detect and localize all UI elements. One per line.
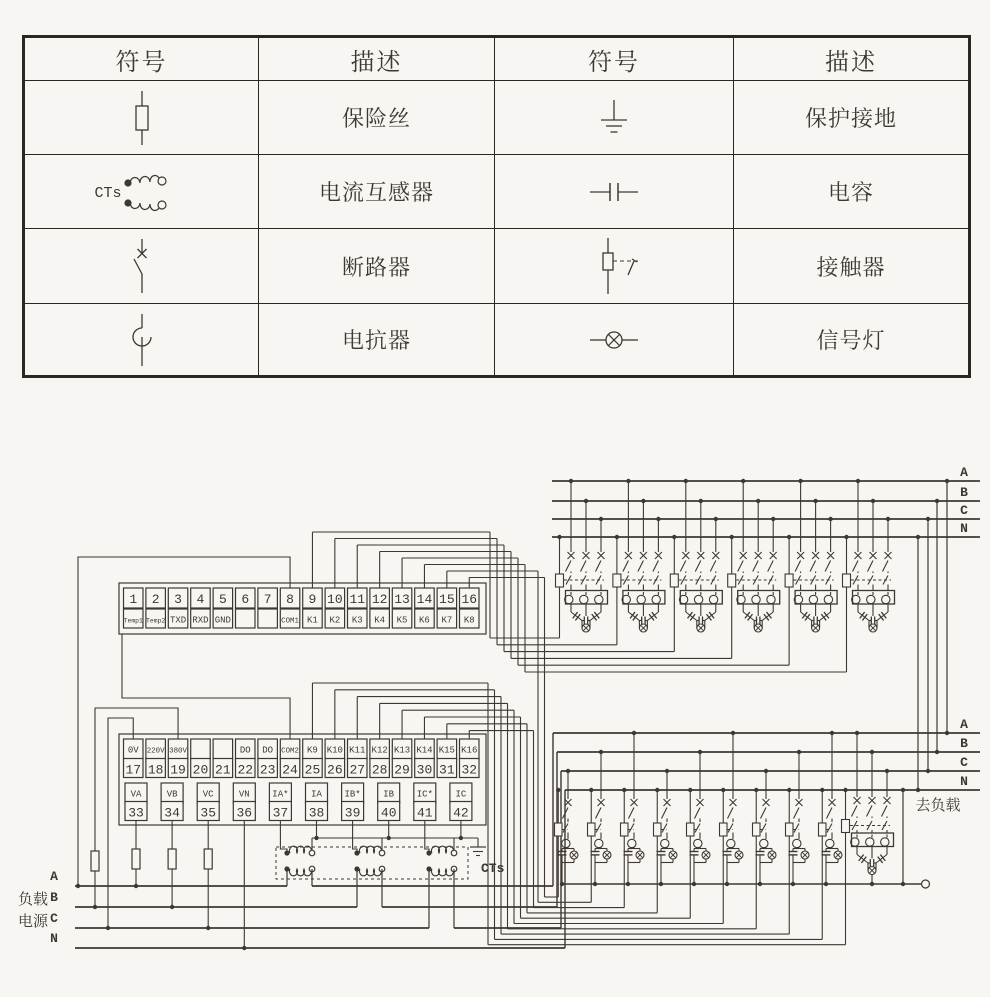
terminal-number: 37 (272, 805, 289, 821)
terminal-number: 10 (327, 592, 343, 607)
terminal-label: VB (166, 789, 178, 800)
top-bus-label-C: C (960, 503, 968, 518)
contactor-desc: 接触器 (734, 229, 970, 304)
terminal-label: IA* (272, 789, 289, 800)
fuse-desc: 保险丝 (259, 81, 495, 155)
top-bus-label-N: N (960, 521, 968, 536)
terminal-number: 20 (192, 762, 209, 778)
terminal-number: 7 (263, 592, 272, 607)
terminal-label: VN (238, 789, 250, 800)
terminal-label: 0V (127, 745, 139, 756)
junction-dots (76, 479, 949, 950)
breaker-desc: 断路器 (259, 229, 495, 304)
legend-header-desc-2: 描述 (734, 37, 970, 81)
signal-lamp-desc: 信号灯 (734, 304, 970, 377)
terminal-number: 23 (259, 762, 276, 778)
terminal-number: 31 (439, 762, 455, 778)
terminal-number: 38 (308, 805, 325, 821)
terminal-number: 6 (241, 592, 250, 607)
terminal-label: K3 (351, 615, 363, 626)
terminal-label: 380V (169, 747, 187, 756)
terminal-number: 1 (129, 592, 138, 607)
legend-header-symbol-2: 符号 (495, 37, 734, 81)
source-bus-label-B: B (50, 890, 58, 905)
terminal-number: 27 (349, 762, 366, 778)
terminal-number: 30 (416, 762, 433, 778)
current-transformer-desc: 电流互感器 (259, 155, 495, 229)
reactor-desc: 电抗器 (259, 304, 495, 377)
terminal-number: 33 (128, 805, 144, 821)
terminal-number: 5 (218, 592, 227, 607)
terminal-number: 32 (461, 762, 478, 778)
terminal-number: 3 (174, 592, 182, 607)
terminal-label: K9 (307, 745, 318, 756)
terminal-label: K11 (349, 745, 366, 756)
terminal-label: TXD (169, 615, 187, 626)
terminal-number: 39 (344, 805, 361, 821)
terminal-label: IA (311, 789, 322, 800)
terminal-label: IB (383, 789, 395, 800)
terminal-number: 28 (371, 762, 388, 778)
terminal-number: 11 (349, 592, 366, 607)
source-bus-label-A: A (50, 869, 58, 884)
terminal-number: 35 (200, 805, 217, 821)
legend-header-desc-1: 描述 (259, 37, 495, 81)
terminal-number: 4 (196, 592, 205, 607)
capacitor-desc: 电容 (734, 155, 970, 229)
source-label-1: 负载 (17, 891, 49, 908)
terminal-label: DO (239, 745, 251, 756)
terminal-number: 21 (215, 762, 231, 778)
top-bus-label-B: B (960, 485, 968, 500)
terminal-label: IC* (416, 789, 433, 800)
source-label-2: 电源 (17, 913, 49, 930)
earth-desc: 保护接地 (734, 81, 970, 155)
terminal-number: 16 (461, 592, 478, 607)
mid-bus-label-A: A (960, 717, 968, 732)
terminal-label: RXD (192, 615, 209, 626)
terminal-number: 19 (170, 762, 186, 778)
bottom-capacitor-branches (555, 733, 894, 884)
terminal-label: VA (130, 789, 142, 800)
terminal-number: 17 (125, 762, 142, 778)
terminal-label: 220V (146, 747, 165, 756)
terminal-label: K7 (441, 615, 453, 626)
terminal-label: K15 (438, 745, 455, 756)
terminal-label: COM2 (281, 747, 299, 756)
terminal-number: 42 (453, 805, 469, 821)
ct-symbol-text: CTs (93, 184, 122, 202)
terminal-number: 9 (308, 592, 317, 607)
terminal-number: 12 (371, 592, 388, 607)
terminal-label: Temp1 (123, 617, 143, 625)
terminal-label: K13 (393, 745, 411, 756)
terminal-number: 8 (286, 592, 294, 607)
current-transformers (276, 846, 468, 928)
terminal-label: Temp2 (146, 617, 166, 625)
terminal-label: IB* (344, 789, 361, 800)
source-bus-label-N: N (50, 931, 58, 946)
terminal-label: K1 (307, 615, 318, 626)
terminal-label: K6 (419, 615, 430, 626)
terminal-label: K8 (463, 615, 475, 626)
terminal-number: 14 (416, 592, 433, 607)
terminal-label: K2 (329, 615, 341, 626)
terminal-label: K12 (371, 745, 388, 756)
terminal-number: 15 (439, 592, 455, 607)
terminal-label: K14 (416, 745, 433, 756)
terminal-label: K4 (374, 615, 386, 626)
terminal-label: GND (214, 615, 231, 626)
terminal-block-row1 (119, 583, 486, 634)
terminal-number: 18 (147, 762, 164, 778)
terminal-label: K10 (326, 745, 343, 756)
top-bus-label-A: A (960, 465, 968, 480)
mid-bus-label-C: C (960, 755, 968, 770)
terminal-label: VC (202, 789, 214, 800)
terminal-number: 2 (151, 592, 160, 607)
terminal-number: 34 (164, 805, 180, 821)
terminal-label: COM1 (281, 617, 299, 626)
to-load-label: 去负载 (915, 797, 961, 814)
terminal-number: 40 (380, 805, 397, 821)
terminal-label: IC (455, 789, 467, 800)
terminal-number: 36 (236, 805, 253, 821)
terminal-number: 24 (282, 762, 298, 778)
terminal-number: 13 (394, 592, 410, 607)
mid-bus-label-B: B (960, 736, 968, 751)
terminal-label: K16 (461, 745, 478, 756)
legend-header-symbol-1: 符号 (24, 37, 259, 81)
terminal-label: K5 (396, 615, 408, 626)
terminal-block-row2-row3 (119, 734, 486, 825)
terminal-number: 41 (416, 805, 433, 821)
mid-bus-label-N: N (960, 774, 968, 789)
terminal-number: 25 (304, 762, 321, 778)
cts-label: CTs (481, 861, 505, 876)
terminal-number: 26 (327, 762, 343, 778)
source-bus-label-C: C (50, 911, 58, 926)
top-capacitor-branches (556, 481, 895, 632)
terminal-label: DO (262, 745, 274, 756)
terminal-number: 29 (394, 762, 410, 778)
terminal-number: 22 (237, 762, 254, 778)
